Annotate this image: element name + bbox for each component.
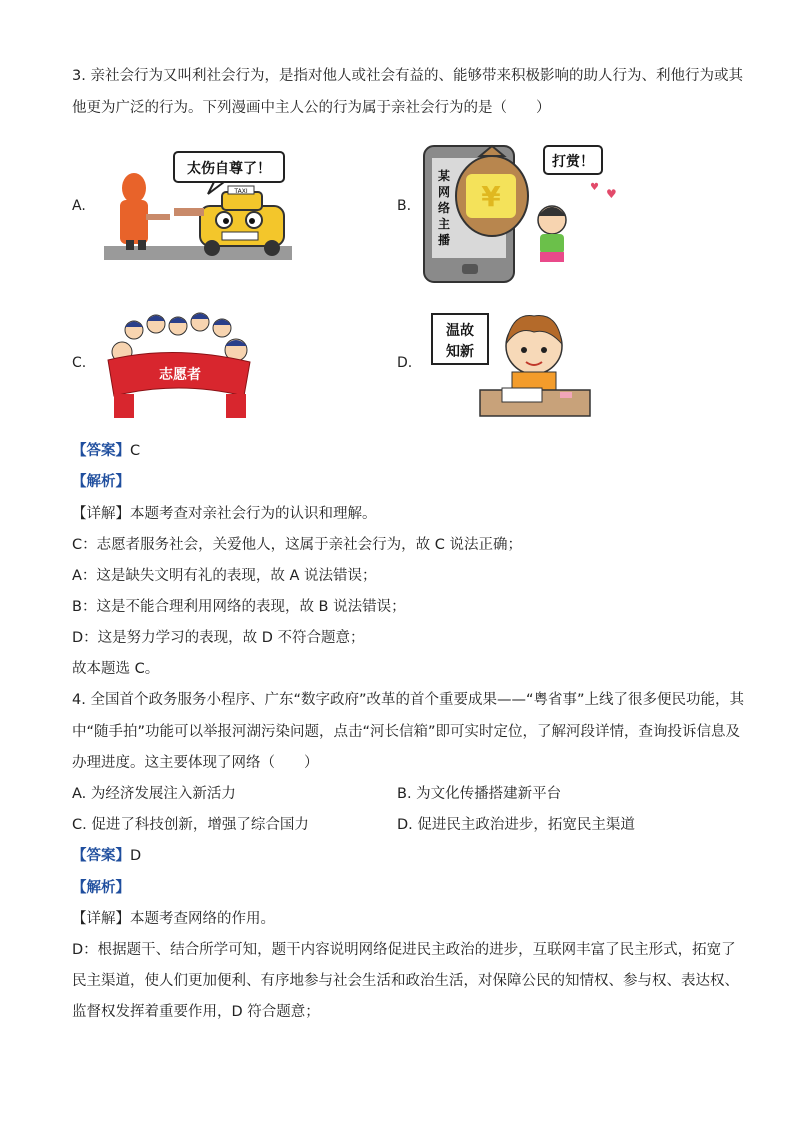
q4-explanation-line-2: 民主渠道，使人们更加便利、有序地参与社会生活和政治生活，对保障公民的知情权、参与权、表达权、 xyxy=(72,973,739,989)
q3-stem-line-1: 3. 亲社会行为又叫利社会行为，是指对他人或社会有益的、能够带来积极影响的助人行为、利他行为或其 xyxy=(72,68,743,84)
q3-analysis-tag: 【解析】 xyxy=(72,474,130,490)
q3-explanation-b: B：这是不能合理利用网络的表现，故 B 说法错误； xyxy=(72,599,406,615)
sign-line-2: 知新 xyxy=(446,344,474,360)
q4-stem-line-3: 办理进度。这主要体现了网络（ ） xyxy=(72,755,319,771)
q3-explanation-d: D：这是努力学习的表现，故 D 不符合题意； xyxy=(72,630,365,646)
sign-line-1: 温故 xyxy=(446,323,474,339)
q3-option-d-cartoon xyxy=(424,306,592,420)
q3-detail: 【详解】本题考查对亲社会行为的认识和理解。 xyxy=(72,506,377,522)
q4-analysis-tag: 【解析】 xyxy=(72,880,130,896)
q3-option-d-label: D. xyxy=(397,355,413,371)
q3-option-b-label: B. xyxy=(397,198,412,214)
q4-option-b: B. 为文化传播搭建新平台 xyxy=(397,786,562,802)
q3-option-c-cartoon xyxy=(104,300,256,422)
anchor-vertical-text: 某网络主播 xyxy=(438,169,451,247)
volunteer-banner-text: 志愿者 xyxy=(159,367,201,383)
q4-answer: 【答案】D xyxy=(72,848,142,864)
q4-option-c: C. 促进了科技创新，增强了综合国力 xyxy=(72,817,309,833)
q3-stem-line-2: 他更为广泛的行为。下列漫画中主人公的行为属于亲社会行为的是（ ） xyxy=(72,100,551,116)
q3-answer: 【答案】C xyxy=(72,443,141,459)
yuan-symbol: ¥ xyxy=(481,180,501,213)
taxi-sign-text: TAXI xyxy=(234,188,248,195)
q3-option-a-cartoon xyxy=(104,148,292,260)
q3-option-b-cartoon xyxy=(420,138,616,284)
q3-explanation-a: A：这是缺失文明有礼的表现，故 A 说法错误； xyxy=(72,568,377,584)
svg-text:♥: ♥ xyxy=(590,182,599,193)
q4-option-d: D. 促进民主政治进步，拓宽民主渠道 xyxy=(397,817,635,833)
q3-option-a-label: A. xyxy=(72,198,86,214)
q4-explanation-line-1: D：根据题干、结合所学可知，题干内容说明网络促进民主政治的进步，互联网丰富了民主形式，拓宽了 xyxy=(72,942,736,958)
q4-explanation-line-3: 监督权发挥着重要作用，D 符合题意； xyxy=(72,1004,320,1020)
q3-conclusion: 故本题选 C。 xyxy=(72,661,160,677)
q4-option-a: A. 为经济发展注入新活力 xyxy=(72,786,236,802)
q3-explanation-c: C：志愿者服务社会，关爱他人，这属于亲社会行为，故 C 说法正确； xyxy=(72,537,522,553)
q4-stem-line-1: 4. 全国首个政务服务小程序、广东“数字政府”改革的首个重要成果——“粤省事”上线了很多便民功能，其 xyxy=(72,692,744,708)
q3-option-a-bubble-text: 太伤自尊了！ xyxy=(187,161,271,177)
q3-option-c-label: C. xyxy=(72,355,87,371)
q4-stem-line-2: 中“随手拍”功能可以举报河湖污染问题，点击“河长信箱”即可实时定位，了解河段详情，查询投诉信息及 xyxy=(72,724,741,740)
svg-text:♥: ♥ xyxy=(606,187,616,201)
q3-option-b-bubble-text: 打赏！ xyxy=(552,154,594,170)
q4-detail: 【详解】本题考查网络的作用。 xyxy=(72,911,275,927)
